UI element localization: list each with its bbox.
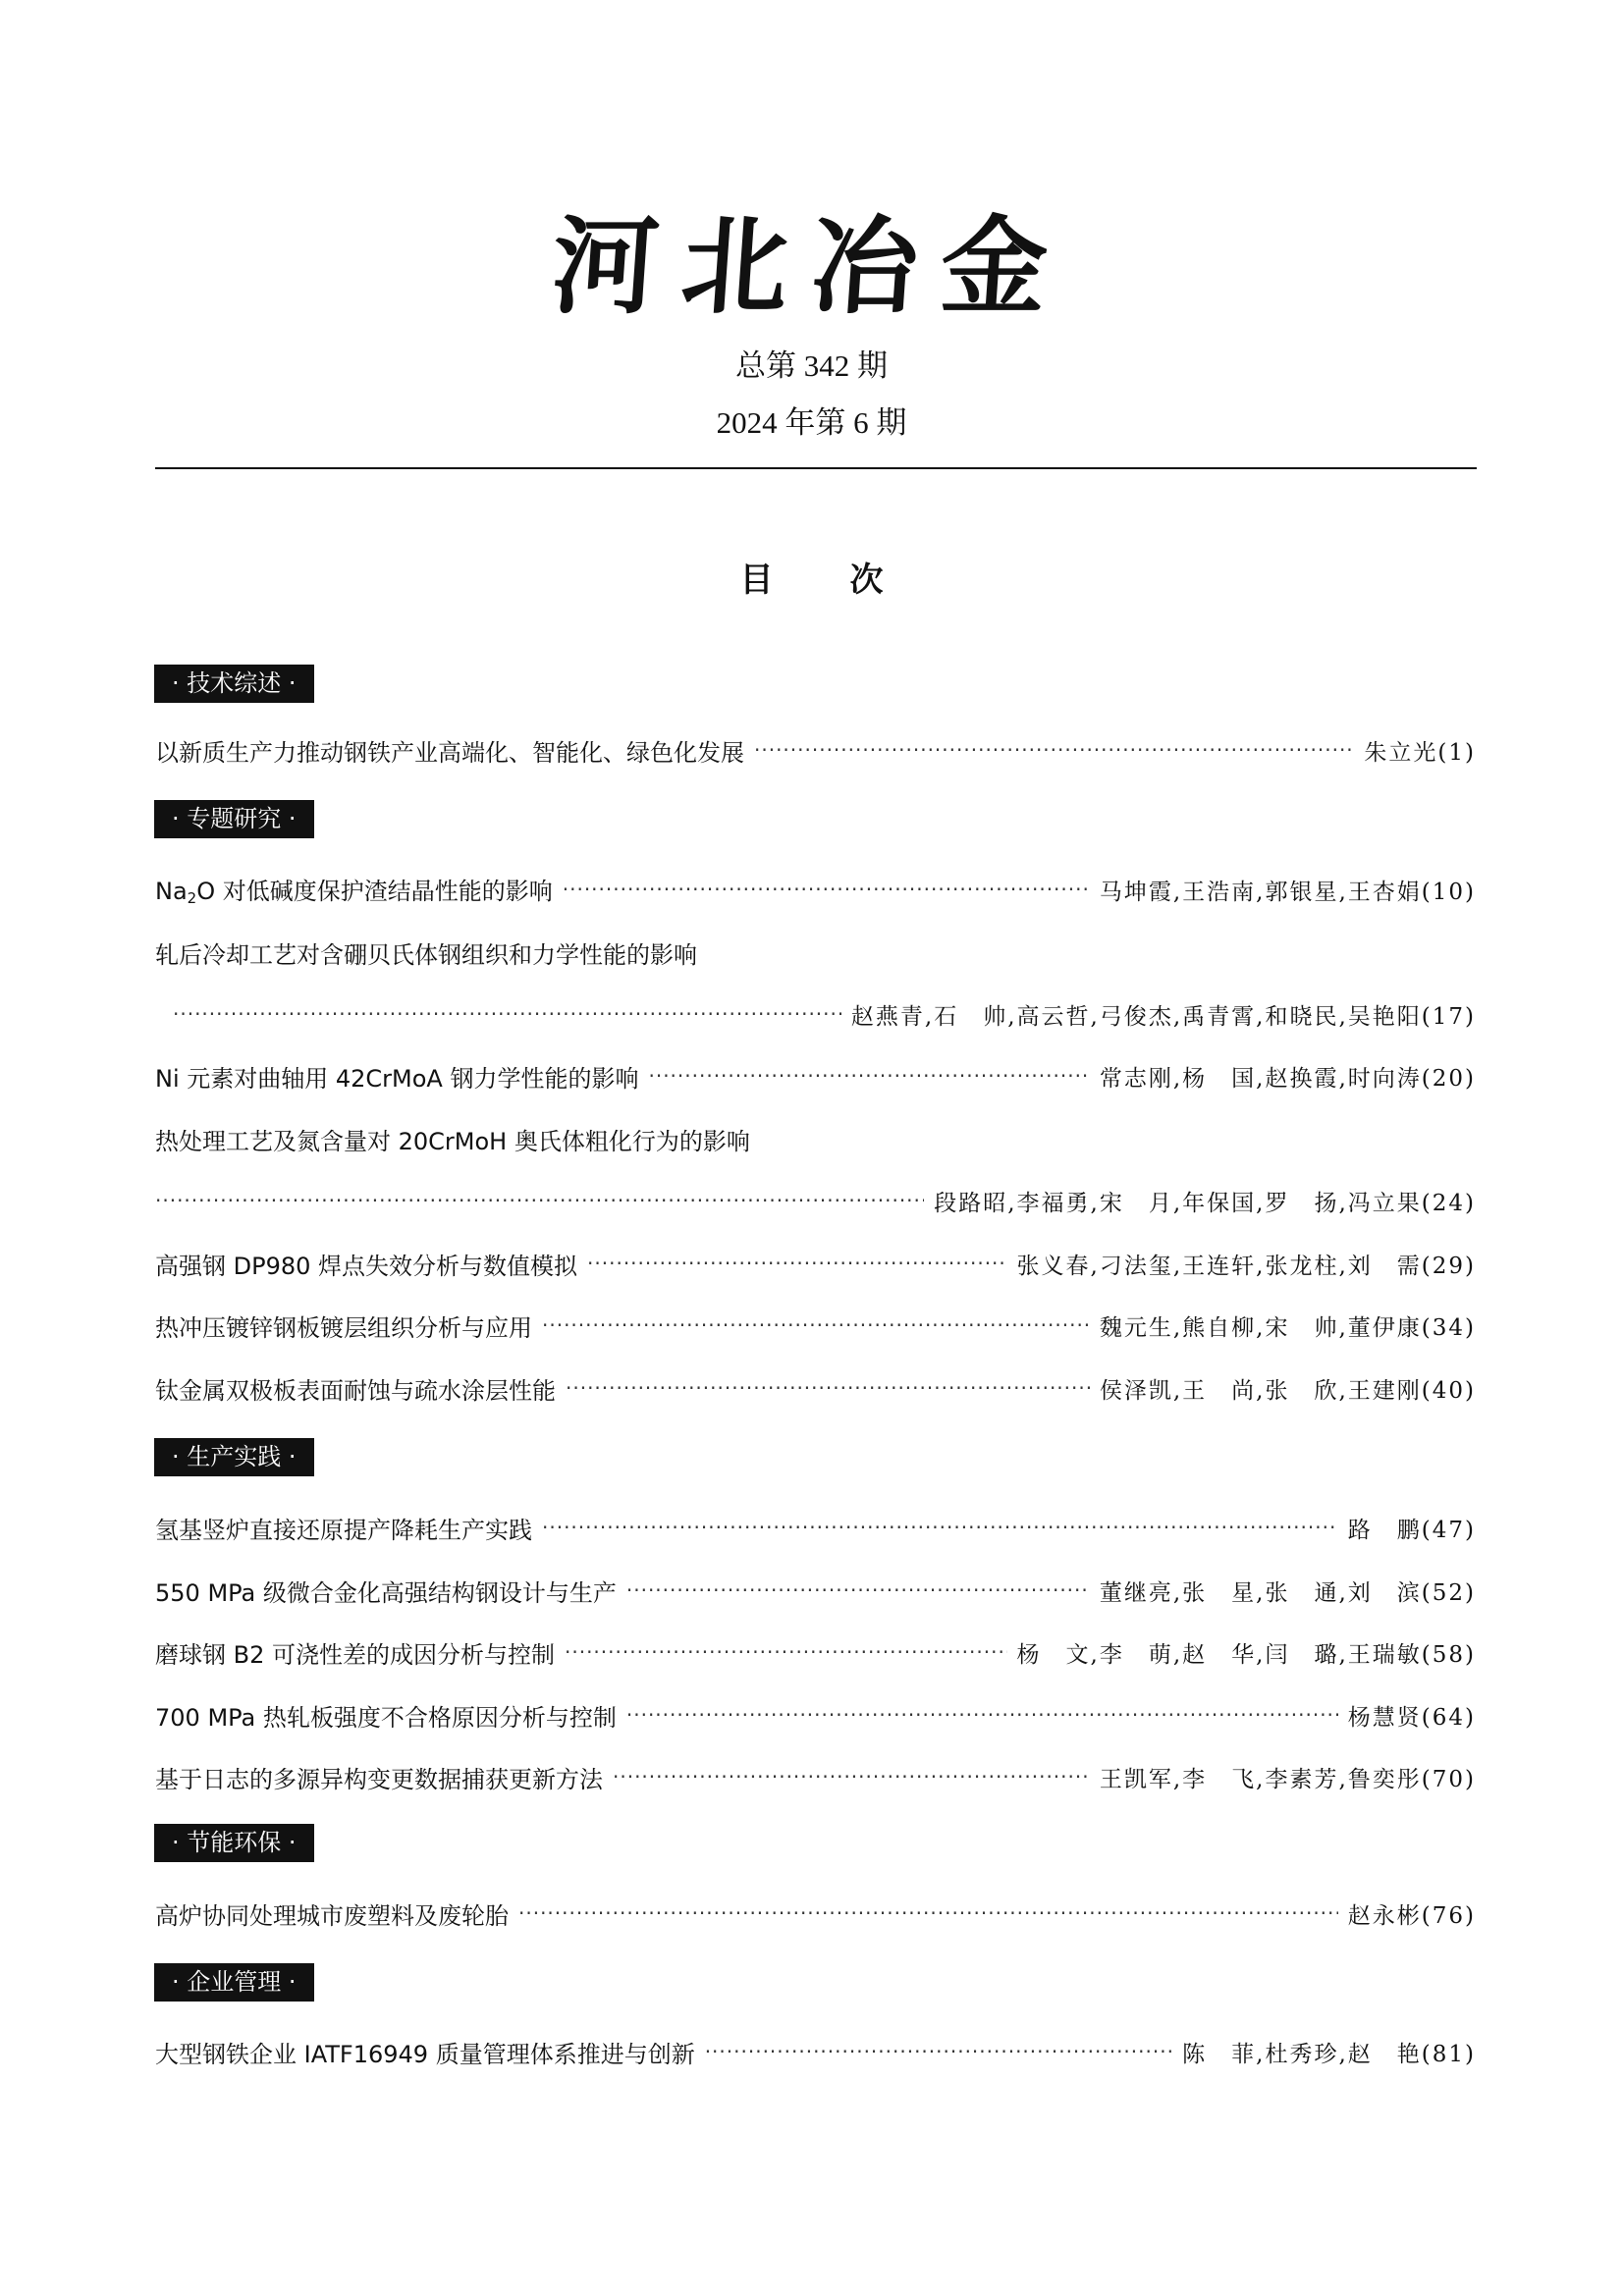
- toc-entry[interactable]: [155, 1508, 1476, 1547]
- entry-authors: 马坤霞,王浩南,郭银星,王杏娟(10): [1099, 879, 1476, 905]
- entry-title: Ni 元素对曲轴用 42CrMoA 钢力学性能的影响: [155, 1064, 639, 1093]
- toc-heading-char-2: 次: [849, 561, 884, 600]
- entry-title: 轧后冷却工艺对含硼贝氏体钢组织和力学性能的影响: [155, 940, 697, 969]
- leader-dots: [565, 1640, 1007, 1664]
- leader-dots: [542, 1516, 1338, 1539]
- toc-entry[interactable]: [155, 1306, 1476, 1345]
- leader-dots: [155, 1189, 924, 1212]
- entry-authors: 杨 文,李 萌,赵 华,闫 璐,王瑞敏(58): [1016, 1641, 1476, 1668]
- toc-entry[interactable]: [155, 1632, 1476, 1672]
- entry-authors: 常志刚,杨 国,赵换霞,时向涛(20): [1099, 1065, 1476, 1092]
- toc-entry[interactable]: [155, 1695, 1476, 1735]
- section-tag-tech-review: · 技术综述 ·: [154, 665, 314, 703]
- entry-authors: 路 鹏(47): [1347, 1517, 1476, 1543]
- entry-authors: 朱立光(1): [1364, 739, 1476, 766]
- header-divider: [155, 467, 1477, 469]
- toc-entry[interactable]: [155, 1571, 1476, 1610]
- entry-title: 基于日志的多源异构变更数据捕获更新方法: [155, 1765, 603, 1793]
- entry-authors: 段路昭,李福勇,宋 月,年保国,罗 扬,冯立果(24): [934, 1190, 1476, 1216]
- entry-title: 钛金属双极板表面耐蚀与疏水涂层性能: [155, 1376, 556, 1405]
- toc-entry[interactable]: [155, 1757, 1476, 1796]
- leader-dots: [613, 1765, 1090, 1789]
- leader-dots: [754, 738, 1354, 762]
- leader-dots: [648, 1064, 1089, 1088]
- toc-entry[interactable]: [155, 1056, 1476, 1095]
- entry-authors: 赵永彬(76): [1347, 1902, 1476, 1929]
- toc-entry[interactable]: [155, 870, 1476, 909]
- entry-title: 700 MPa 热轧板强度不合格原因分析与控制: [155, 1703, 617, 1732]
- entry-authors: 王凯军,李 飞,李素芳,鲁奕彤(70): [1099, 1766, 1476, 1792]
- leader-dots: [563, 878, 1090, 901]
- entry-authors: 陈 菲,杜秀珍,赵 艳(81): [1182, 2041, 1476, 2067]
- toc-entry[interactable]: [155, 1119, 1476, 1158]
- toc-entry-continuation[interactable]: [173, 994, 1476, 1034]
- leader-dots: [626, 1578, 1090, 1602]
- toc-entry[interactable]: [155, 2032, 1476, 2071]
- issue-number: 2024 年第 6 期: [716, 405, 907, 440]
- entry-title: 高强钢 DP980 焊点失效分析与数值模拟: [155, 1252, 578, 1280]
- section-tag-production-practice: · 生产实践 ·: [154, 1438, 314, 1476]
- section-tag-enterprise-management: · 企业管理 ·: [154, 1963, 314, 2002]
- leader-dots: [173, 1002, 841, 1026]
- entry-title: 磨球钢 B2 可浇性差的成因分析与控制: [155, 1640, 555, 1669]
- entry-title: 热处理工艺及氮含量对 20CrMoH 奥氏体粗化行为的影响: [155, 1127, 750, 1155]
- leader-dots: [587, 1252, 1007, 1275]
- leader-dots: [542, 1313, 1090, 1337]
- entry-authors: 赵燕青,石 帅,高云哲,弓俊杰,禹青霄,和晓民,吴艳阳(17): [850, 1003, 1476, 1030]
- toc-entry[interactable]: [155, 1894, 1476, 1933]
- entry-title: 氢基竖炉直接还原提产降耗生产实践: [155, 1516, 532, 1544]
- toc-heading-char-1: 目: [739, 561, 774, 600]
- entry-title: 高炉协同处理城市废塑料及废轮胎: [155, 1901, 509, 1930]
- toc-entry-continuation[interactable]: [155, 1181, 1476, 1220]
- leader-dots: [518, 1901, 1338, 1925]
- entry-title: 热冲压镀锌钢板镀层组织分析与应用: [155, 1313, 532, 1342]
- section-tag-special-research: · 专题研究 ·: [154, 800, 314, 838]
- entry-title: 以新质生产力推动钢铁产业高端化、智能化、绿色化发展: [155, 738, 744, 767]
- total-issue-number: 总第 342 期: [735, 348, 888, 383]
- entry-title: $Na_2O$ 对低碱度保护渣结晶性能的影响: [155, 878, 553, 907]
- leader-dots: [566, 1376, 1090, 1400]
- section-tag-energy-environment: · 节能环保 ·: [154, 1824, 314, 1862]
- entry-authors: 杨慧贤(64): [1347, 1704, 1476, 1731]
- entry-authors: 董继亮,张 星,张 通,刘 滨(52): [1099, 1579, 1476, 1606]
- entry-title: 550 MPa 级微合金化高强结构钢设计与生产: [155, 1578, 617, 1607]
- table-of-contents-heading: [0, 561, 1623, 600]
- entry-title: 大型钢铁企业 IATF16949 质量管理体系推进与创新: [155, 2040, 695, 2068]
- toc-entry[interactable]: [155, 1368, 1476, 1408]
- leader-dots: [626, 1703, 1338, 1727]
- toc-entry[interactable]: [155, 933, 1476, 972]
- entry-authors: 魏元生,熊自柳,宋 帅,董伊康(34): [1099, 1314, 1476, 1341]
- entry-authors: 侯泽凯,王 尚,张 欣,王建刚(40): [1099, 1377, 1476, 1404]
- toc-entry[interactable]: [155, 1244, 1476, 1283]
- leader-dots: [705, 2040, 1172, 2063]
- entry-authors: 张义春,刁法玺,王连轩,张龙柱,刘 需(29): [1016, 1253, 1476, 1279]
- journal-title: 河北冶金: [548, 205, 1075, 329]
- toc-entry[interactable]: [155, 730, 1476, 770]
